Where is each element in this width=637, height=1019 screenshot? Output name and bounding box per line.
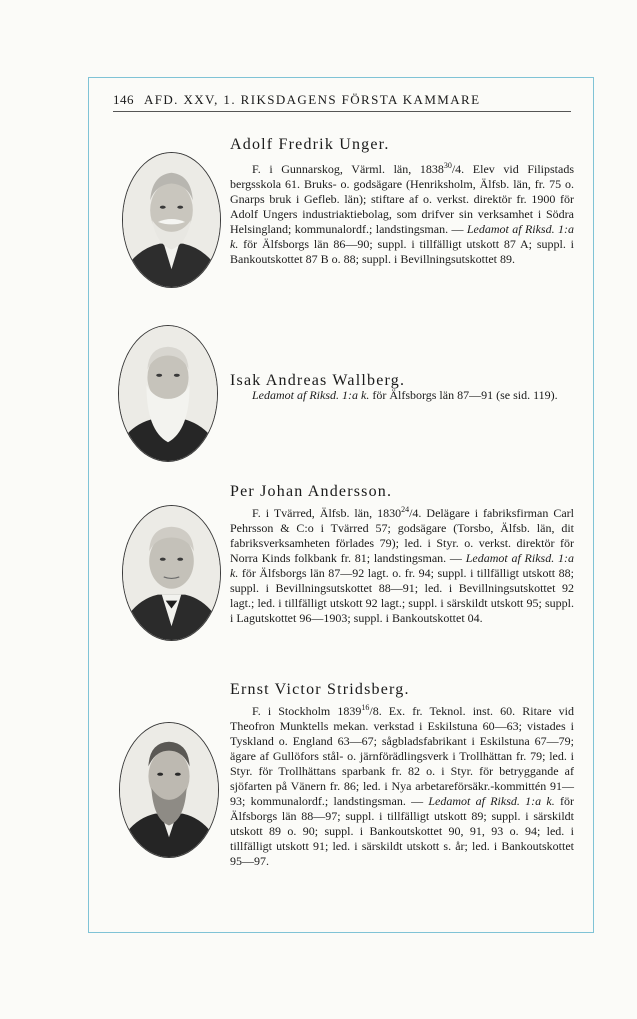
portrait-andersson (122, 505, 221, 641)
portrait-stridsberg (119, 722, 219, 858)
entry-text-andersson: F. i Tvärred, Älfsb. län, 1830$^{24}$/4. Delägare i fabriksfirman Carl Pehrsson & C:o i Tvärred 57; godsägare (Torsbo, Älfsb. län, dit fabriksverksamheten förlades 79); led. i Styr. o. verkst. direktör för Norra Kinds folkbank fr. 81; landstingsman. — Ledamot af Riksd. 1:a k. för Älfsborgs län 87—92 lagt. o. fr. 94; suppl. i tillfälligt utskott 88; suppl. i Bevillningsutskottet 88—91; led. i Bevillningsutskottet 92 lagt.; led. i tillfälligt utskott 92 lagt.; suppl. i särskildt utskott 95; suppl. i Lagutskottet 96—1903; suppl. i Bankoutskottet 04. (230, 505, 574, 625)
entry-name-wallberg: Isak Andreas Wallberg. (230, 372, 406, 389)
running-head (113, 92, 573, 108)
chamber-title: RIKSDAGENS FÖRSTA KAMMARE (240, 92, 481, 107)
page-number: 146 (113, 92, 134, 107)
entry-name-stridsberg: Ernst Victor Stridsberg. (230, 681, 410, 698)
portrait-wallberg (118, 325, 218, 462)
entry-name-unger: Adolf Fredrik Unger. (230, 136, 390, 153)
portrait-unger (122, 152, 221, 288)
entry-text-wallberg: Ledamot af Riksd. 1:a k. för Älfsborgs län 87—91 (se sid. 119). (252, 388, 558, 402)
header-rule (113, 111, 571, 112)
section-label: AFD. XXV, 1. (143, 92, 236, 107)
entry-text-unger: F. i Gunnarskog, Värml. län, 1838$^{30}$/4. Elev vid Filipstads bergsskola 61. Bruks- o. godsägare (Henriksholm, Älfsb. län, fr. 75 o. Gnarps bruk i Gefleb. län); stiftare af o. verkst. direktör fr. 1900 för Adolf Ungers industriaktiebolag, som drifver sin verksamhet i Södra Helsingland; kommunalordf.; landstingsman. — Ledamot af Riksd. 1:a k. för Älfsborgs län 86—90; suppl. i tillfälligt utskott 87 A; suppl. i Bankoutskottet 87 B o. 88; suppl. i Bevillningsutskottet 89. (230, 161, 574, 266)
entry-text-stridsberg: F. i Stockholm 1839$^{16}$/8. Ex. fr. Teknol. inst. 60. Ritare vid Theofron Munktells mekan. verkstad i Eskilstuna 60—63; vistades i Tyskland o. England 63—67; sågbladsfabrikant i Eskilstuna 67—79; ägare af Gullöfors stål- o. järnförädlingsverk i Trollhättan fr. 79; led. i Styr. för Trollhättans sparbank fr. 82 o. i Styr. för betryggande af sjöfarten på Vänern fr. 86; led. i Nya arbetareförsäkr.-kommittén 91—93; kommunalordf.; landstingsman. — Ledamot af Riksd. 1:a k. för Älfsborgs län 88—97; suppl. i tillfälligt utskott 89; suppl. i särskildt utskott 89 o. 90; suppl. i Bankoutskottet 90, 91, 93 o. 94; led. i tillfälligt utskott 91; led. i särskildt utskott s. år; led. i Bankoutskottet 95—97. (230, 703, 574, 868)
entry-name-andersson: Per Johan Andersson. (230, 483, 393, 500)
